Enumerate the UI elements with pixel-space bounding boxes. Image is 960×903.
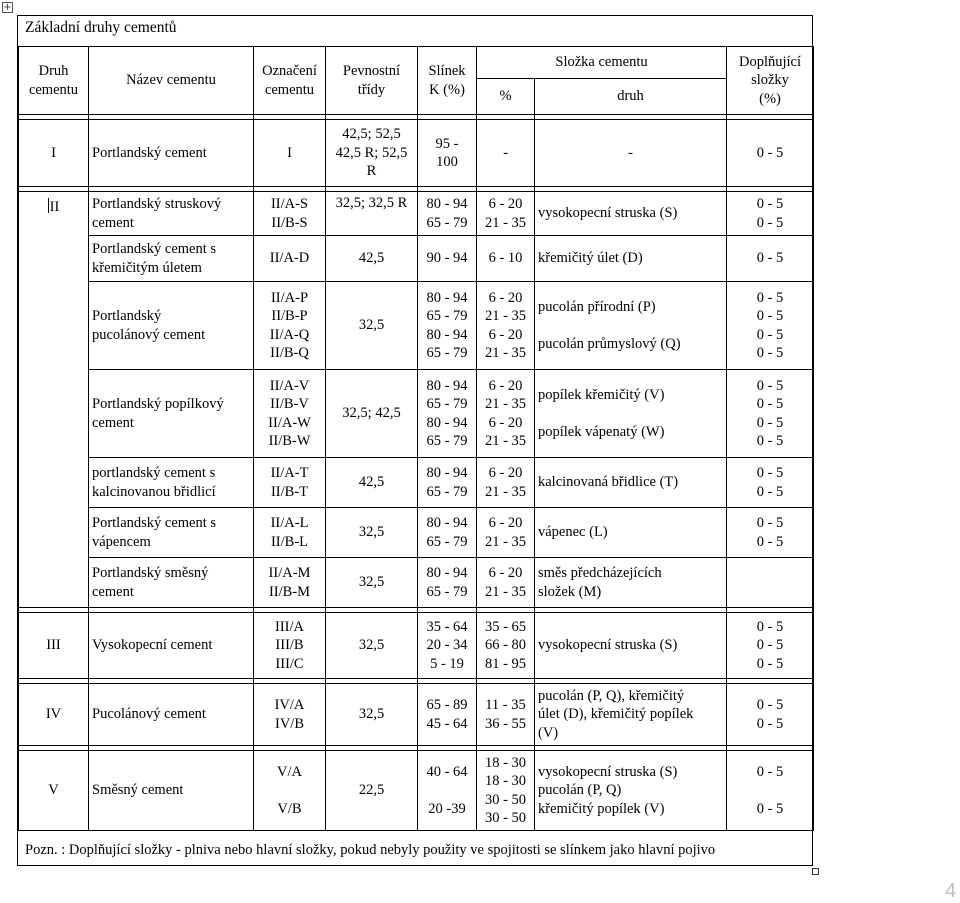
cell-druh: I [19,120,89,187]
cell-slinek: 80 - 94 65 - 79 [418,458,477,508]
cell-nazev: Portlandský popílkový cement [89,370,254,458]
cell-pevnost: 42,5; 52,5 42,5 R; 52,5 R [326,120,418,187]
cell-nazev: Portlandský pucolánový cement [89,282,254,370]
cell-pevnost: 32,5; 42,5 [326,370,418,458]
cell-slinek: 90 - 94 [418,236,477,282]
cell-slozka: pucolán (P, Q), křemičitý úlet (D), křemičitý popílek (V) [535,684,727,746]
cement-table-frame [17,15,813,866]
cell-slozka: vysokopecní struska (S) [535,613,727,679]
cement-types-table [18,46,814,831]
cell-pevnost: 32,5; 32,5 R [326,192,418,236]
cell-pct: 6 - 20 21 - 35 [477,558,535,608]
cell-slozka: vápenec (L) [535,508,727,558]
table-row [19,613,814,679]
cell-druh [19,192,89,608]
cell-oznaceni: II/A-S II/B-S [254,192,326,236]
cell-doplnujici: 0 - 5 [727,120,814,187]
header-nazev-cementu: Název cementu [89,47,254,115]
cell-oznaceni: II/A-L II/B-L [254,508,326,558]
cell-oznaceni: IV/A IV/B [254,684,326,746]
cell-doplnujici: 0 - 5 0 - 5 [727,508,814,558]
cell-nazev: Portlandský cement s vápencem [89,508,254,558]
cell-pct: 6 - 10 [477,236,535,282]
cell-pevnost: 32,5 [326,508,418,558]
cell-slozka: kalcinovaná břidlice (T) [535,458,727,508]
cell-nazev: Portlandský směsný cement [89,558,254,608]
cell-pevnost: 32,5 [326,558,418,608]
table-row [19,192,814,236]
cell-pct: 35 - 65 66 - 80 81 - 95 [477,613,535,679]
cell-slinek: 80 - 94 65 - 79 [418,192,477,236]
cell-doplnujici: 0 - 5 0 - 5 0 - 5 [727,613,814,679]
cell-pct: - [477,120,535,187]
cell-druh: V [19,751,89,831]
cell-pct: 18 - 30 18 - 30 30 - 50 30 - 50 [477,751,535,831]
cell-oznaceni: II/A-M II/B-M [254,558,326,608]
cell-slinek: 80 - 94 65 - 79 80 - 94 65 - 79 [418,282,477,370]
cell-pct: 6 - 20 21 - 35 6 - 20 21 - 35 [477,370,535,458]
cell-slinek: 35 - 64 20 - 34 5 - 19 [418,613,477,679]
cell-slinek: 80 - 94 65 - 79 [418,558,477,608]
cell-slinek: 40 - 64 20 -39 [418,751,477,831]
cell-pct: 6 - 20 21 - 35 [477,192,535,236]
cell-nazev: Pucolánový cement [89,684,254,746]
cell-doplnujici: 0 - 5 0 - 5 [727,751,814,831]
cell-oznaceni: II/A-T II/B-T [254,458,326,508]
cell-pct: 6 - 20 21 - 35 [477,458,535,508]
cell-slozka: vysokopecní struska (S) [535,192,727,236]
cell-pct: 6 - 20 21 - 35 [477,508,535,558]
cell-oznaceni: II/A-P II/B-P II/A-Q II/B-Q [254,282,326,370]
cell-pevnost: 42,5 [326,236,418,282]
cell-druh: IV [19,684,89,746]
table-resize-handle[interactable] [812,868,819,875]
header-doplnujici: Doplňující složky (%) [727,47,814,115]
header-slozka-pct: % [477,79,535,115]
table-row [19,558,814,608]
cell-slozka: - [535,120,727,187]
cell-slozka: vysokopecní struska (S) pucolán (P, Q) křemičitý popílek (V) [535,751,727,831]
cell-doplnujici: 0 - 5 0 - 5 0 - 5 0 - 5 [727,282,814,370]
cell-nazev: Portlandský cement s křemičitým úletem [89,236,254,282]
header-slinek: Slínek K (%) [418,47,477,115]
cell-pevnost: 32,5 [326,282,418,370]
cell-pct: 6 - 20 21 - 35 6 - 20 21 - 35 [477,282,535,370]
table-row [19,458,814,508]
cell-doplnujici: 0 - 5 0 - 5 [727,684,814,746]
cell-slozka: popílek křemičitý (V) popílek vápenatý (W) [535,370,727,458]
table-move-handle[interactable]: + [3,2,12,13]
header-slozka-cementu: Složka cementu [477,47,727,79]
cell-pevnost: 32,5 [326,684,418,746]
cell-pevnost: 32,5 [326,613,418,679]
cell-druh: III [19,613,89,679]
cell-oznaceni: III/A III/B III/C [254,613,326,679]
table-row [19,508,814,558]
table-row [19,370,814,458]
table-footnote: Pozn. : Doplňující složky - plniva nebo hlavní složky, pokud nebyly použity ve spojitosti se slínkem jako hlavní pojivo [25,842,716,858]
header-pevnostni-tridy: Pevnostní třídy [326,47,418,115]
cell-doplnujici: 0 - 5 0 - 5 [727,192,814,236]
cell-nazev: Vysokopecní cement [89,613,254,679]
table-row [19,751,814,831]
cell-slinek: 65 - 89 45 - 64 [418,684,477,746]
cell-oznaceni: V/A V/B [254,751,326,831]
cell-nazev: portlandský cement s kalcinovanou břidlicí [89,458,254,508]
cell-slozka: směs předcházejících složek (M) [535,558,727,608]
page-number: 4 [945,880,957,902]
cell-nazev: Směsný cement [89,751,254,831]
table-title: Základní druhy cementů [25,19,177,36]
cell-nazev: Portlandský struskový cement [89,192,254,236]
cell-nazev: Portlandský cement [89,120,254,187]
cell-slinek: 80 - 94 65 - 79 80 - 94 65 - 79 [418,370,477,458]
header-druh-cementu: Druh cementu [19,47,89,115]
table-row [19,120,814,187]
table-row [19,684,814,746]
cell-slinek: 80 - 94 65 - 79 [418,508,477,558]
text-cursor [48,198,49,213]
table-row [19,236,814,282]
header-slozka-druh: druh [535,79,727,115]
cell-pevnost: 22,5 [326,751,418,831]
table-row [19,282,814,370]
cell-oznaceni: II/A-D [254,236,326,282]
cell-slozka: pucolán přírodní (P) pucolán průmyslový (Q) [535,282,727,370]
header-oznaceni: Označení cementu [254,47,326,115]
cell-oznaceni: I [254,120,326,187]
cell-druh-text: II [49,199,60,215]
cell-doplnujici: 0 - 5 0 - 5 [727,458,814,508]
cell-doplnujici: 0 - 5 [727,236,814,282]
cell-oznaceni: II/A-V II/B-V II/A-W II/B-W [254,370,326,458]
cell-pevnost: 42,5 [326,458,418,508]
cell-slinek: 95 - 100 [418,120,477,187]
cell-pct: 11 - 35 36 - 55 [477,684,535,746]
cell-doplnujici [727,558,814,608]
cell-slozka: křemičitý úlet (D) [535,236,727,282]
cell-doplnujici: 0 - 5 0 - 5 0 - 5 0 - 5 [727,370,814,458]
